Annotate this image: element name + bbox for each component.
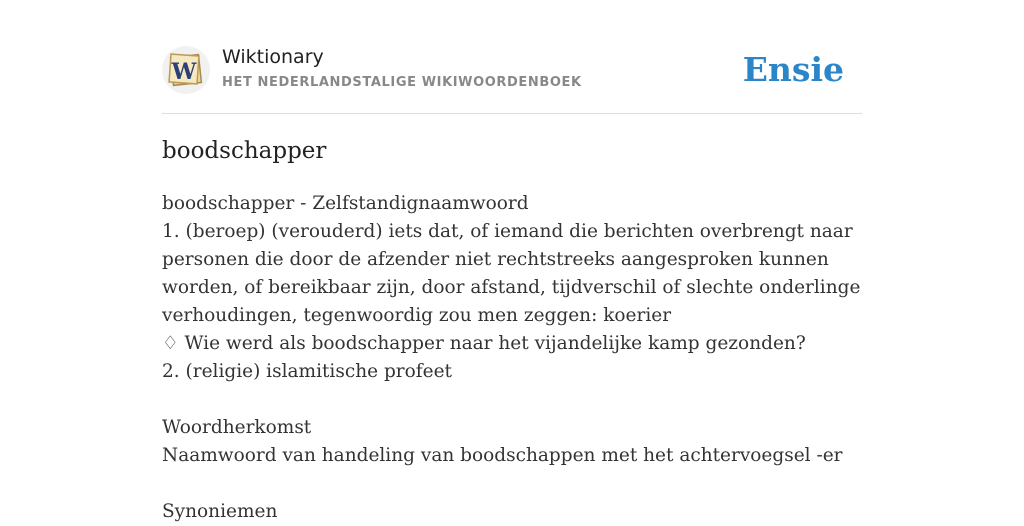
site-subtitle: HET NEDERLANDSTALIGE WIKIWOORDENBOEK (222, 75, 582, 90)
definition-2: 2. (religie) islamitische profeet (162, 361, 452, 382)
wiktionary-logo-icon[interactable] (162, 46, 210, 94)
ensie-brand-logo[interactable]: Ensie (742, 50, 844, 89)
spacer (162, 386, 872, 414)
site-header (162, 44, 862, 114)
header-divider (162, 113, 862, 114)
etymology-text: Naamwoord van handeling van boodschappen met het achtervoegsel -er (162, 445, 843, 466)
site-title[interactable]: Wiktionary (222, 46, 324, 68)
entry-heading: boodschapper - Zelfstandignaamwoord (162, 193, 529, 214)
page-title: boodschapper (162, 138, 327, 164)
etymology-heading: Woordherkomst (162, 417, 312, 438)
spacer (162, 470, 872, 498)
logo-letter: W (171, 59, 197, 85)
synonyms-heading: Synoniemen (162, 501, 278, 522)
entry-content (162, 190, 872, 526)
example-1: ♢ Wie werd als boodschapper naar het vijandelijke kamp gezonden? (162, 333, 806, 354)
definition-1: 1. (beroep) (verouderd) iets dat, of iemand die berichten overbrengt naar personen die door de afzender niet rechtstreeks aangesproken kunnen worden, of bereikbaar zijn, door afstand, tijdverschil of slechte onderlinge verhoudingen, tegenwoordig zou men zeggen: koerier (162, 221, 861, 326)
